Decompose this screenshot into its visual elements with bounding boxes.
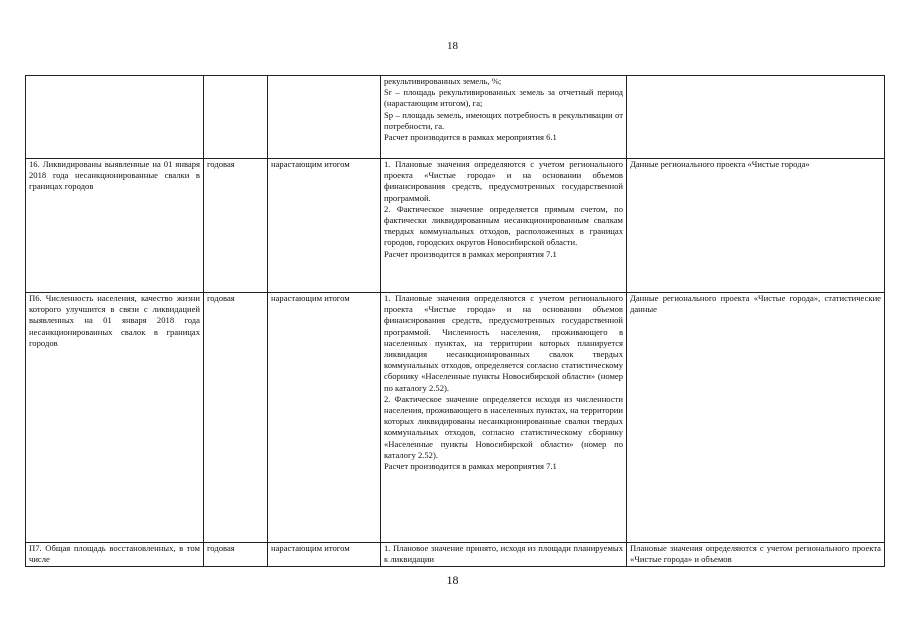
method-paragraph: рекультивированных земель, %; — [384, 76, 502, 86]
indicator-name-cell: 16. Ликвидированы выявленные на 01 января 2018 года несанкционированные свалки в границах городов — [26, 159, 204, 293]
accumulation-cell: нарастающим итогом — [268, 293, 381, 543]
source-text: Плановые значения определяются с учетом регионального проекта «Чистые города» и объемов — [630, 543, 881, 565]
table-row — [26, 543, 885, 567]
method-paragraph: 2. Фактическое значение определяется прямым счетом, по фактически ликвидированным несанкционированным свалкам твердых коммунальных отходов, расположенных в границах городов, городских округов Новосибирской области. — [384, 203, 623, 248]
indicator-name-cell — [26, 76, 204, 159]
indicator-table — [25, 75, 885, 567]
page-number-bottom: 18 — [446, 573, 459, 587]
method-paragraph: Расчет производится в рамках мероприятия 7.1 — [384, 248, 557, 259]
method-cell — [381, 543, 627, 567]
method-paragraph: 1. Плановые значения определяются с учетом регионального проекта «Чистые города» и на основании объемов финансирования средств, предусмотренных государственной программой. — [384, 159, 623, 203]
periodicity-cell — [204, 76, 268, 159]
method-cell — [381, 159, 627, 293]
method-cell — [381, 293, 627, 543]
source-cell: Данные регионального проекта «Чистые города», статистические данные — [627, 293, 885, 543]
method-cell — [381, 76, 627, 159]
method-paragraph: Sp – площадь земель, имеющих потребность в рекультивации от потребности, га. — [384, 109, 623, 131]
table-row — [26, 76, 885, 159]
accumulation-cell: нарастающим итогом — [268, 543, 381, 567]
periodicity-cell: годовая — [204, 159, 268, 293]
method-paragraph: 1. Плановые значения определяются с учетом регионального проекта «Чистые города» и на основании объемов финансирования средств, предусмотренных государственной программой. Численность населения, проживающего в населенных пунктах, на территории которых планируется ликвидация несанкционированных свалок твердых коммунальных отходов, определяется согласно статистическому сборнику «Населенные пункты Новосибирской области» (номер по каталогу 2.52). — [384, 293, 623, 393]
table-row — [26, 159, 885, 293]
periodicity-cell: годовая — [204, 543, 268, 567]
method-paragraph: 1. Плановое значение принято, исходя из площади планируемых к ликвидации — [384, 543, 623, 565]
source-cell: Данные регионального проекта «Чистые города» — [627, 159, 885, 293]
method-paragraph: Расчет производится в рамках мероприятия 7.1 — [384, 461, 557, 472]
accumulation-cell: нарастающим итогом — [268, 159, 381, 293]
source-cell — [627, 543, 885, 567]
method-paragraph: Sr – площадь рекультивированных земель за отчетный период (нарастающим итогом), га; — [384, 87, 623, 109]
indicator-name-cell: П6. Численность населения, качество жизни которого улучшится в связи с ликвидацией выявленных на 01 января 2018 года несанкционированных свалок в границах городов — [26, 293, 204, 543]
source-cell — [627, 76, 885, 159]
method-paragraph: Расчет производится в рамках мероприятия 6.1 — [384, 132, 557, 143]
table-row — [26, 293, 885, 543]
indicator-name-cell — [26, 543, 204, 567]
method-paragraph: 2. Фактическое значение определяется исходя из численности населения, проживающего в населенных пунктах, на территории которых ликвидированы несанкционированные свалки твердых коммунальных отходов, согласно статистическому сборнику «Населенные пункты Новосибирской области» (номер по каталогу 2.52). — [384, 393, 623, 460]
indicator-name-text: П7. Общая площадь восстановленных, в том числе — [29, 543, 200, 565]
page-number-top: 18 — [447, 40, 458, 52]
accumulation-cell — [268, 76, 381, 159]
periodicity-cell: годовая — [204, 293, 268, 543]
